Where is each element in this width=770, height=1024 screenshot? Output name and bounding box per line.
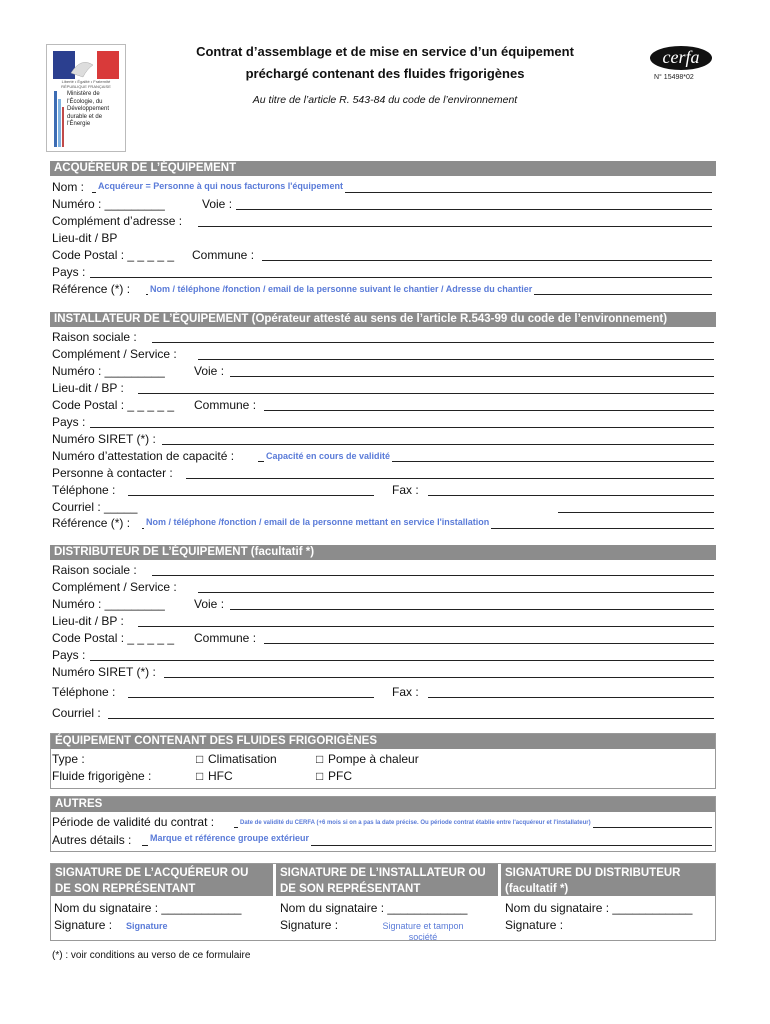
dist-lieudit-field[interactable] (138, 626, 714, 627)
sig-inst-heading-1: SIGNATURE DE L’INSTALLATEUR OU (280, 867, 486, 879)
inst-cp-label: Code Postal : _ _ _ _ _ (52, 398, 175, 412)
inst-attestation-hint: Capacité en cours de validité (264, 448, 392, 464)
dist-numero-row[interactable] (52, 596, 225, 612)
dist-complement-field[interactable] (198, 592, 714, 593)
equip-fluide-row (52, 768, 352, 784)
dist-cp-label: Code Postal : _ _ _ _ _ (52, 631, 175, 645)
form-subtitle: Au titre de l’article R. 543-84 du code de l’environnement (252, 94, 518, 106)
ministry-label: Ministère de l'Écologie, du Développement durable et de l'Énergie (67, 91, 110, 127)
acq-pays-row[interactable] (52, 264, 85, 280)
inst-numero-label: Numéro : _________ (52, 364, 165, 378)
dist-raison-field[interactable] (152, 575, 714, 576)
inst-numero-row[interactable] (52, 363, 225, 379)
acq-complement-row[interactable] (52, 213, 182, 229)
dist-telephone-row[interactable] (52, 684, 419, 700)
sig-dist-signature-label: Signature : (505, 918, 564, 932)
inst-commune-label: Commune : (194, 398, 257, 412)
dist-courriel-field[interactable] (108, 718, 714, 719)
sig-inst-nom[interactable]: Nom du signataire : ____________ (280, 901, 468, 915)
cerfa-number: N° 15498*02 (654, 74, 694, 81)
inst-siret-field[interactable] (162, 444, 714, 445)
sig-dist-heading (501, 864, 715, 896)
inst-siret-row[interactable] (52, 431, 156, 447)
acq-reference-row[interactable] (52, 281, 533, 297)
sig-inst-heading-2: DE SON REPRÉSENTANT (280, 883, 421, 895)
equip-fluide-label: Fluide frigorigène : (52, 769, 152, 783)
acq-voie-label: Voie : (202, 197, 233, 211)
inst-voie-field[interactable] (230, 376, 714, 377)
acq-nom-hint: Acquéreur = Personne à qui nous facturons l'équipement (96, 178, 345, 194)
sig-acq-nom[interactable]: Nom du signataire : ____________ (54, 901, 242, 915)
acq-reference-hint: Nom / téléphone /fonction / email de la personne suivant le chantier / Adresse du chantier (148, 281, 534, 297)
inst-lieudit-row[interactable] (52, 380, 124, 396)
equip-type-row (52, 751, 419, 767)
section-equipement-heading: ÉQUIPEMENT CONTENANT DES FLUIDES FRIGORIGÈNES (51, 734, 715, 749)
sig-dist-heading-1: SIGNATURE DU DISTRIBUTEUR (505, 867, 681, 879)
dist-telephone-label: Téléphone : (52, 685, 116, 699)
inst-pays-field[interactable] (90, 427, 714, 428)
dist-cp-row[interactable] (52, 630, 257, 646)
dist-siret-field[interactable] (164, 677, 714, 678)
acq-complement-field[interactable] (198, 226, 712, 227)
inst-pays-row[interactable] (52, 414, 85, 430)
cerfa-logo: cerfa (650, 46, 712, 70)
dist-pays-field[interactable] (90, 660, 714, 661)
form-title-line1: Contrat d’assemblage et de mise en service d’un équipement (196, 44, 574, 59)
inst-telephone-field[interactable] (128, 495, 374, 496)
republic-label: Liberté • Égalité • Fraternité RÉPUBLIQUE FRANÇAISE (61, 79, 111, 89)
inst-lieudit-field[interactable] (138, 393, 714, 394)
dist-siret-label: Numéro SIRET (*) : (52, 665, 156, 679)
sig-inst-heading (276, 864, 498, 896)
acq-pays-label: Pays : (52, 265, 86, 279)
dist-commune-field[interactable] (264, 643, 714, 644)
dist-raison-row[interactable] (52, 562, 137, 578)
acq-numero-label: Numéro : _________ (52, 197, 165, 211)
section-autres-heading: AUTRES (51, 797, 715, 812)
acq-cp-row[interactable] (52, 247, 255, 263)
ministry-stripes-icon (53, 91, 65, 147)
inst-reference-row[interactable] (52, 515, 490, 531)
acq-lieudit-row[interactable] (52, 230, 117, 246)
inst-courriel-label: Courriel : _____ (52, 500, 138, 514)
equip-type-label: Type : (52, 752, 85, 766)
dist-lieudit-row[interactable] (52, 613, 124, 629)
climatisation-checkbox[interactable]: □ (196, 752, 204, 766)
section-acquereur-heading: ACQUÉREUR DE L’ÉQUIPEMENT (50, 161, 716, 176)
acq-commune-label: Commune : (192, 248, 255, 262)
sig-acq-hint: Signature (126, 921, 168, 931)
dist-fax-label: Fax : (392, 685, 419, 699)
acq-commune-field[interactable] (262, 260, 712, 261)
inst-fax-field[interactable] (428, 495, 714, 496)
sig-acq-heading-2: DE SON REPRÉSENTANT (55, 883, 196, 895)
dist-complement-label: Complément / Service : (52, 580, 177, 594)
dist-numero-label: Numéro : _________ (52, 597, 165, 611)
acq-numero-row[interactable] (52, 196, 233, 212)
form-title-line2: préchargé contenant des fluides frigorigènes (245, 66, 525, 81)
sig-inst-hint: Signature et tampon société (382, 921, 464, 942)
inst-attestation-row[interactable] (52, 448, 391, 464)
inst-complement-row[interactable] (52, 346, 177, 362)
inst-reference-hint: Nom / téléphone /fonction / email de la personne mettant en service l'installation (144, 514, 491, 530)
acq-nom-label: Nom : (52, 180, 85, 194)
sig-inst-signature-label: Signature : (280, 918, 339, 932)
pfc-label: PFC (328, 769, 352, 783)
autres-details-row[interactable] (52, 832, 310, 848)
inst-voie-label: Voie : (194, 364, 225, 378)
acq-cp-label: Code Postal : _ _ _ _ _ (52, 248, 175, 262)
autres-periode-row[interactable] (52, 814, 591, 830)
autres-periode-hint: Date de validité du CERFA (+6 mois si on a pas la date précise. Ou période contrat établie entre l'acquéreur et l'installateur) (238, 815, 593, 831)
sig-acq-heading-1: SIGNATURE DE L’ACQUÉREUR OU (55, 867, 249, 879)
sig-acq-heading (51, 864, 273, 896)
inst-raison-field[interactable] (152, 342, 714, 343)
inst-courriel-row[interactable] (52, 499, 137, 515)
footnote: (*) : voir conditions au verso de ce formulaire (52, 950, 251, 961)
inst-siret-label: Numéro SIRET (*) : (52, 432, 156, 446)
inst-commune-field[interactable] (264, 410, 714, 411)
autres-details-hint: Marque et référence groupe extérieur (148, 830, 311, 846)
inst-raison-label: Raison sociale : (52, 330, 137, 344)
acq-voie-field[interactable] (236, 209, 712, 210)
inst-pays-label: Pays : (52, 415, 86, 429)
hfc-label: HFC (208, 769, 233, 783)
dist-commune-label: Commune : (194, 631, 257, 645)
acq-lieudit-label: Lieu-dit / BP (52, 231, 118, 245)
dist-complement-row[interactable] (52, 579, 177, 595)
inst-attestation-label: Numéro d’attestation de capacité : (52, 449, 235, 463)
sig-dist-heading-2: (facultatif *) (505, 883, 569, 895)
dist-pays-row[interactable] (52, 647, 85, 663)
dist-courriel-row[interactable] (52, 705, 101, 721)
inst-reference-label: Référence (*) : (52, 516, 131, 530)
autres-details-label: Autres détails : (52, 833, 132, 847)
dist-courriel-label: Courriel : (52, 706, 101, 720)
inst-telephone-label: Téléphone : (52, 483, 116, 497)
inst-lieudit-label: Lieu-dit / BP : (52, 381, 124, 395)
section-installateur-heading: INSTALLATEUR DE L’ÉQUIPEMENT (Opérateur attesté au sens de l’article R.543-99 du code de l’environnement) (50, 312, 716, 327)
dist-siret-row[interactable] (52, 664, 156, 680)
sig-dist-nom[interactable]: Nom du signataire : ____________ (505, 901, 693, 915)
dist-voie-field[interactable] (230, 609, 714, 610)
pfc-checkbox[interactable]: □ (316, 769, 324, 783)
dist-fax-field[interactable] (428, 697, 714, 698)
pompe-label: Pompe à chaleur (328, 752, 419, 766)
inst-raison-row[interactable] (52, 329, 137, 345)
dist-pays-label: Pays : (52, 648, 86, 662)
section-distributeur-heading: DISTRIBUTEUR DE L’ÉQUIPEMENT (facultatif *) (50, 545, 716, 560)
inst-contact-label: Personne à contacter : (52, 466, 173, 480)
inst-cp-row[interactable] (52, 397, 257, 413)
sig-acq-signature-label: Signature : (54, 918, 113, 932)
dist-telephone-field[interactable] (128, 697, 374, 698)
dist-voie-label: Voie : (194, 597, 225, 611)
autres-periode-label: Période de validité du contrat : (52, 815, 215, 829)
inst-fax-label: Fax : (392, 483, 419, 497)
inst-telephone-row[interactable] (52, 482, 419, 498)
inst-complement-label: Complément / Service : (52, 347, 177, 361)
acq-pays-field[interactable] (90, 277, 712, 278)
dist-lieudit-label: Lieu-dit / BP : (52, 614, 124, 628)
inst-complement-field[interactable] (198, 359, 714, 360)
inst-courriel-field[interactable] (558, 512, 714, 513)
climatisation-label: Climatisation (208, 752, 277, 766)
dist-raison-label: Raison sociale : (52, 563, 137, 577)
pompe-checkbox[interactable]: □ (316, 752, 324, 766)
inst-contact-field[interactable] (186, 478, 714, 479)
inst-contact-row[interactable] (52, 465, 173, 481)
acq-nom-row[interactable] (52, 179, 343, 195)
acq-complement-label: Complément d’adresse : (52, 214, 183, 228)
marianne-flag-icon (53, 51, 119, 79)
republic-logo (46, 44, 126, 152)
hfc-checkbox[interactable]: □ (196, 769, 204, 783)
acq-reference-label: Référence (*) : (52, 282, 131, 296)
